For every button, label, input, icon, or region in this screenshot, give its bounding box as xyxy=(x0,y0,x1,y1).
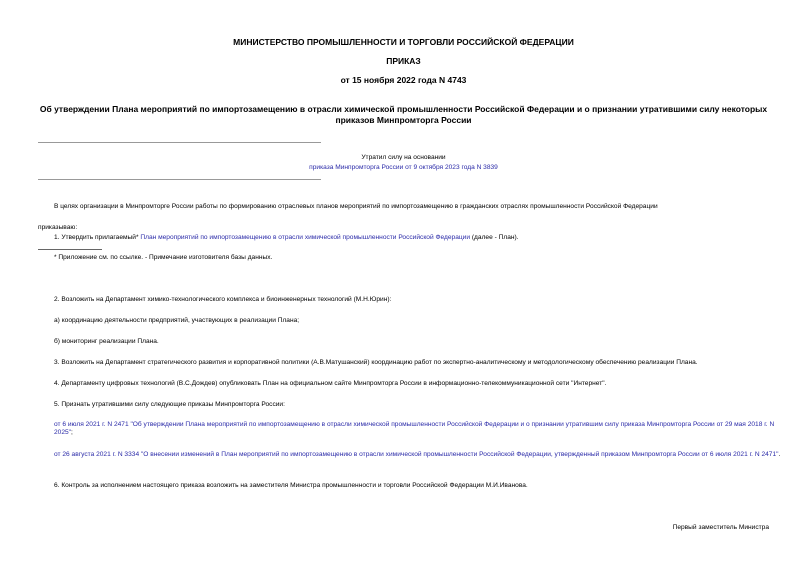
item-5: 5. Признать утратившими силу следующие приказы Минпромторга России: xyxy=(54,401,285,408)
order-3334-link[interactable]: от 26 августа 2021 г. N 3334 "О внесении изменений в План мероприятий по импортозамещению в отрасли химической промышленности Российской Федерации, утвержденный приказом Минпромторга России от 6 июля 2021 г. N 2471" xyxy=(54,451,779,458)
item-1-prefix: 1. Утвердить прилагаемый* xyxy=(54,234,139,241)
item-5b-suffix: . xyxy=(778,451,781,458)
divider-top xyxy=(38,142,321,143)
item-2a: а) координацию деятельности предприятий, участвующих в реализации Плана; xyxy=(54,317,300,324)
plan-link[interactable]: План мероприятий по импортозамещению в отрасли химической промышленности Российской Федерации xyxy=(140,234,471,241)
item-3: 3. Возложить на Департамент стратегического развития и корпоративной политики (А.В.Матушанский) координацию работ по экспертно-аналитическому и методологическому обеспечению реализации Плана. xyxy=(54,359,698,366)
status-note-text: Утратил силу на основании xyxy=(361,154,446,161)
item-5a-suffix: ; xyxy=(71,429,73,437)
doc-type-heading: ПРИКАЗ xyxy=(386,56,421,66)
status-note-link[interactable]: приказа Минпромторга России от 9 октября 2023 года N 3839 xyxy=(309,164,498,171)
item-4: 4. Департаменту цифровых технологий (В.С.Дождев) опубликовать План на официальном сайте Минпромторга России в информационно-телекоммуникационной сети "Интернет". xyxy=(54,380,607,387)
order-2471-link[interactable]: от 6 июля 2021 г. N 2471 "Об утверждении Плана мероприятий по импортозамещению в отрасли химической промышленности Российской Федерации и о признании утратившим силу приказа Минпромторга России от 29 мая 2018 г. N 2025" xyxy=(54,421,775,437)
order-word: приказываю: xyxy=(38,224,78,231)
item-1 xyxy=(38,234,786,242)
item-2b: б) мониторинг реализации Плана. xyxy=(54,338,159,345)
item-1-suffix: (далее - План). xyxy=(471,234,519,241)
item-5b xyxy=(38,451,786,459)
footnote-rule xyxy=(38,249,102,250)
date-number-heading: от 15 ноября 2022 года N 4743 xyxy=(340,75,467,85)
item-6: 6. Контроль за исполнением настоящего приказа возложить на заместителя Министра промышленности и торговли Российской Федерации М.И.Иванова. xyxy=(54,482,528,489)
item-2: 2. Возложить на Департамент химико-технологического комплекса и биоинженерных технологий (М.Н.Юрин): xyxy=(54,296,392,303)
divider-bottom xyxy=(38,179,321,180)
signature: Первый заместитель Министра xyxy=(672,524,769,531)
item-5a xyxy=(38,421,786,437)
intro-paragraph: В целях организации в Минпромторге России работы по формированию отраслевых планов мероприятий по импортозамещению в гражданских отраслях промышленности Российской Федерации xyxy=(54,203,658,210)
footnote: * Приложение см. по ссылке. - Примечание изготовителя базы данных. xyxy=(54,254,273,261)
document-title: Об утверждении Плана мероприятий по импортозамещению в отрасли химической промышленности Российской Федерации и о признании утратившими силу некоторых приказов Минпромторга России xyxy=(39,104,768,126)
ministry-heading: МИНИСТЕРСТВО ПРОМЫШЛЕННОСТИ И ТОРГОВЛИ РОССИЙСКОЙ ФЕДЕРАЦИИ xyxy=(233,37,574,47)
